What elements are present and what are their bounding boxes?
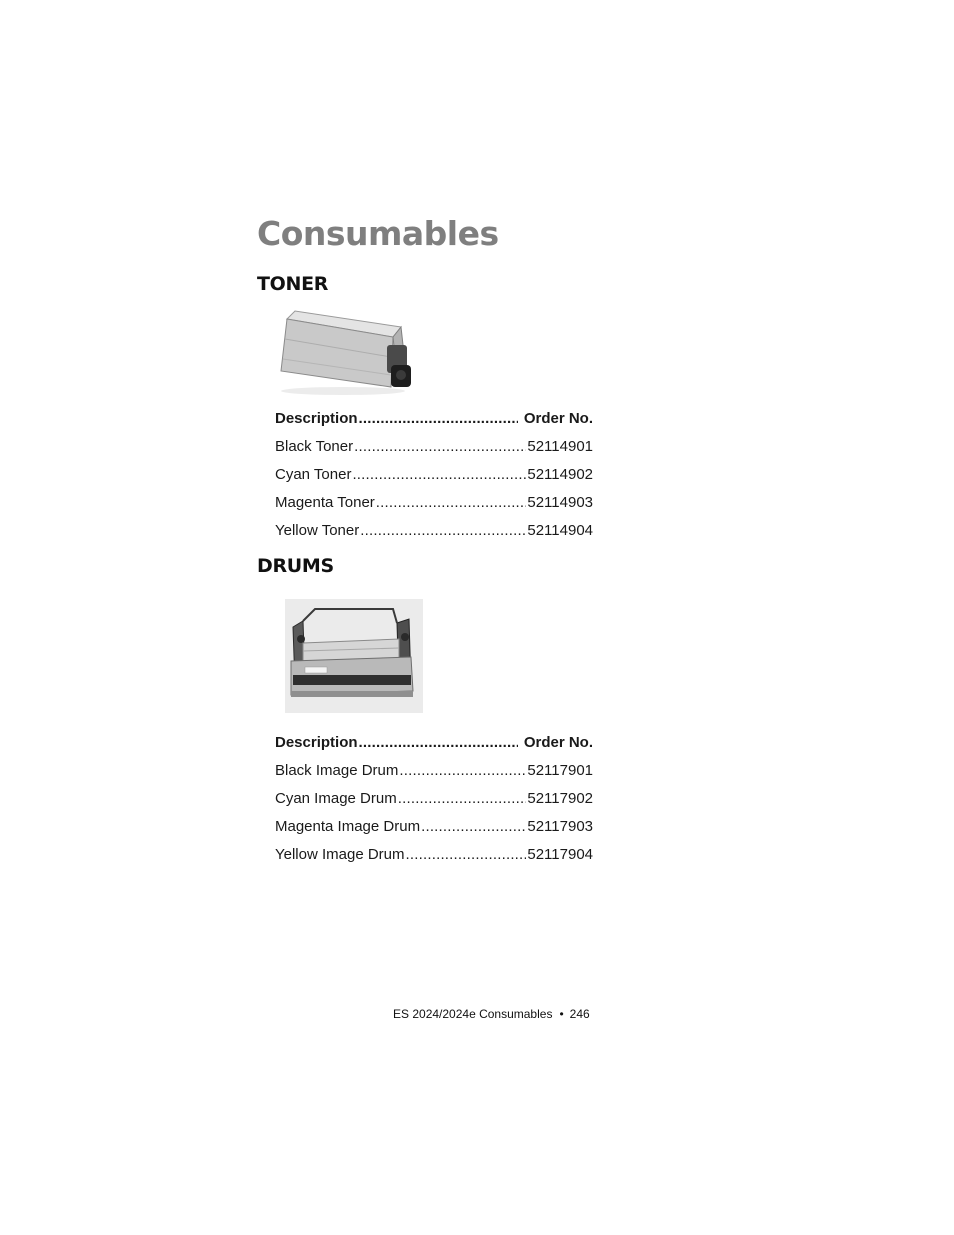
order-number: 52117901 [527,762,593,779]
drums-heading: DRUMS [257,555,334,577]
dot-leader [406,845,527,865]
description-column-header: Description [275,410,358,427]
description-column-header: Description [275,734,358,751]
toner-heading: TONER [257,273,329,295]
part-description: Yellow Image Drum [275,846,405,863]
dot-leader [421,817,526,837]
table-row [275,761,593,789]
page-footer [393,1007,590,1021]
part-description: Cyan Toner [275,466,352,483]
dot-leader [352,465,526,485]
order-number: 52114901 [527,438,593,455]
order-number: 52117902 [527,790,593,807]
dot-leader [399,761,526,781]
part-description: Black Toner [275,438,354,455]
page-title: Consumables [257,214,499,253]
part-description: Magenta Toner [275,494,375,511]
order-number: 52114903 [527,494,593,511]
toner-cartridge-image [273,305,413,397]
table-row [275,437,593,465]
footer-bullet: • [559,1007,564,1021]
order-number: 52117904 [527,846,593,863]
dot-leader [354,437,526,457]
table-row [275,817,593,845]
dot-leader [398,789,527,809]
table-row [275,465,593,493]
part-description: Black Image Drum [275,762,399,779]
order-number: 52117903 [527,818,593,835]
drum-parts-table [275,733,593,873]
toner-parts-table [275,409,593,549]
order-no-column-header: Order No. [523,734,593,751]
order-number: 52114904 [527,522,593,539]
table-row [275,521,593,549]
table-header-row [275,733,593,761]
image-drum-image [285,599,423,713]
order-number: 52114902 [527,466,593,483]
dot-leader [359,409,518,429]
part-description: Yellow Toner [275,522,360,539]
table-row [275,789,593,817]
dot-leader [376,493,527,513]
footer-text: ES 2024/2024e Consumables [393,1007,553,1021]
part-description: Cyan Image Drum [275,790,397,807]
part-description: Magenta Image Drum [275,818,421,835]
table-row [275,493,593,521]
order-no-column-header: Order No. [523,410,593,427]
table-header-row [275,409,593,437]
page-number: 246 [569,1007,590,1021]
dot-leader [359,733,518,753]
table-row [275,845,593,873]
dot-leader [360,521,526,541]
